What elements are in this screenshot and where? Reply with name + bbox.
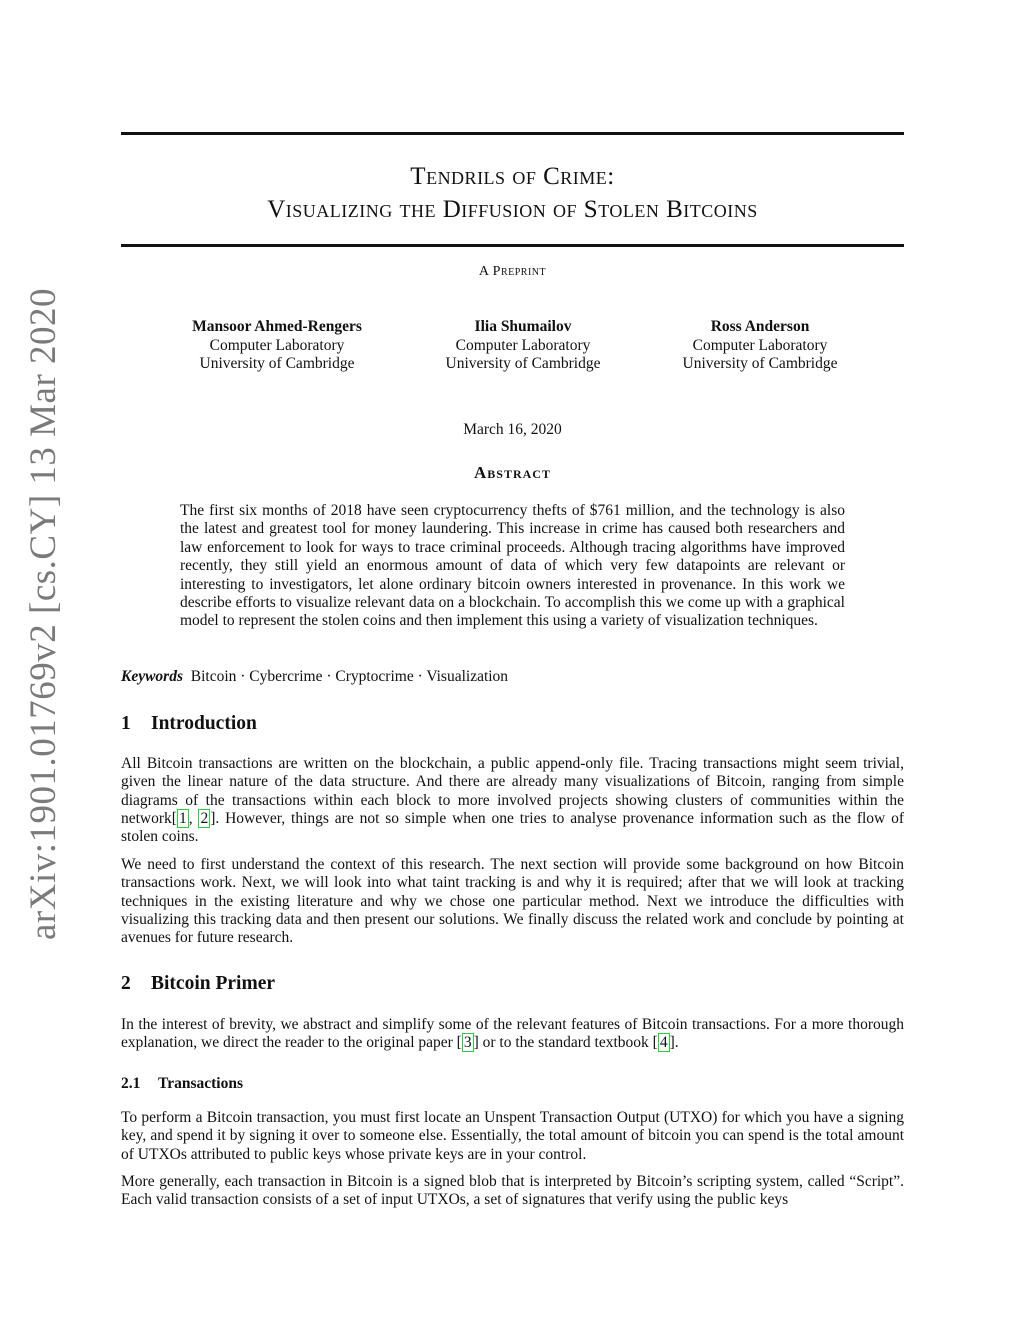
subsection-number: 2.1	[121, 1075, 141, 1092]
paragraph-text: ] or to the standard textbook [	[473, 1034, 658, 1052]
author-1	[157, 318, 397, 374]
citation-link-4[interactable]: 4	[659, 1034, 668, 1052]
citation-separator: ,	[188, 809, 199, 827]
keywords-list: Bitcoin · Cybercrime · Cryptocrime · Visualization	[190, 668, 509, 685]
arxiv-identifier-stamp: arXiv:1901.01769v2 [cs.CY] 13 Mar 2020	[23, 287, 64, 940]
author-2	[403, 318, 643, 374]
section-title: Introduction	[151, 713, 257, 734]
author-name: Ilia Shumailov	[474, 318, 572, 335]
title-top-rule	[121, 132, 904, 135]
publication-date: March 16, 2020	[463, 421, 562, 438]
author-affiliation: University of Cambridge	[199, 355, 355, 372]
title-line-1: Tendrils of Crime:	[410, 163, 615, 190]
author-3	[640, 318, 880, 374]
title-line-2: Visualizing the Diffusion of Stolen Bitcoins	[267, 196, 758, 223]
intro-paragraph-2: We need to first understand the context of this research. The next section will provide some background on how Bitcoin transactions work. Next, we will look into what taint tracking is and why it is required; after that we will look at tracking techniques in the existing literature and why we chose one particular method. Next we introduce the difficulties with visualizing this tracking data and then present our solutions. We finally discuss the related work and conclude by pointing at avenues for future research.	[121, 856, 904, 947]
intro-paragraph-1	[121, 755, 904, 846]
citation-link-3[interactable]: 3	[463, 1034, 472, 1052]
paragraph-text: ].	[669, 1034, 679, 1052]
keywords-label: Keywords	[121, 668, 183, 685]
subsection-heading-transactions	[121, 1075, 243, 1093]
citation-link-2[interactable]: 2	[200, 809, 209, 827]
transactions-paragraph-2: More generally, each transaction in Bitcoin is a signed blob that is interpreted by Bitcoin’s scripting system, called “Script”. Each valid transaction consists of a set of input UTXOs, a set of signatures that verify using the public keys	[121, 1173, 904, 1209]
section-heading-bitcoin-primer	[121, 973, 275, 995]
title-bottom-rule	[121, 244, 904, 247]
author-dept: Computer Laboratory	[209, 336, 345, 354]
paragraph-text: In the interest of brevity, we abstract and simplify some of the relevant features of Bitcoin transactions. For a more thorough explanation, we direct the reader to the original paper [	[121, 1016, 904, 1052]
author-affiliation: University of Cambridge	[682, 355, 838, 372]
paragraph-text: ]. However, things are not so simple when one tries to analyse provenance information such as the flow of stolen coins.	[121, 809, 905, 846]
author-name: Mansoor Ahmed-Rengers	[192, 318, 362, 335]
section-title: Bitcoin Primer	[151, 973, 275, 994]
citation-link-1[interactable]: 1	[178, 809, 187, 827]
transactions-paragraph-1: To perform a Bitcoin transaction, you must first locate an Unspent Transaction Output (UTXO) for which you have a signing key, and spend it by signing it over to someone else. Essentially, the total amount of bitcoin you can spend is the total amount of UTXOs attributed to public keys whose private keys are in your control.	[121, 1109, 904, 1163]
author-dept: Computer Laboratory	[455, 336, 591, 354]
section-number: 2	[121, 973, 131, 994]
paper-title	[121, 160, 904, 226]
section-number: 1	[121, 713, 131, 734]
section-heading-introduction	[121, 713, 257, 735]
keywords-line	[121, 668, 508, 686]
preprint-label: A Preprint	[478, 264, 547, 279]
abstract-heading: Abstract	[474, 463, 551, 482]
paragraph-text: All Bitcoin transactions are written on the blockchain, a public append-only file. Tracing transactions might seem trivial, given the linear nature of the data structure. And there are already many visualizations of Bitcoin, ranging from simple diagrams of the transactions within each block to more involved projects showing clusters of communities within the network[	[121, 755, 904, 827]
primer-paragraph-1	[121, 1016, 904, 1053]
subsection-title: Transactions	[158, 1075, 243, 1092]
author-name: Ross Anderson	[710, 318, 810, 335]
author-dept: Computer Laboratory	[692, 336, 828, 354]
author-affiliation: University of Cambridge	[445, 355, 601, 372]
abstract-text: The first six months of 2018 have seen cryptocurrency thefts of $761 million, and the technology is also the latest and greatest tool for money laundering. This increase in crime has caused both researchers and law enforcement to look for ways to trace criminal proceeds. Although tracing algorithms have improved recently, they still yield an enormous amount of data of which very few datapoints are relevant or interesting to investigators, let alone ordinary bitcoin owners interested in provenance. In this work we describe efforts to visualize relevant data on a blockchain. To accomplish this we come up with a graphical model to represent the stolen coins and then implement this using a variety of visualization techniques.	[180, 502, 845, 630]
